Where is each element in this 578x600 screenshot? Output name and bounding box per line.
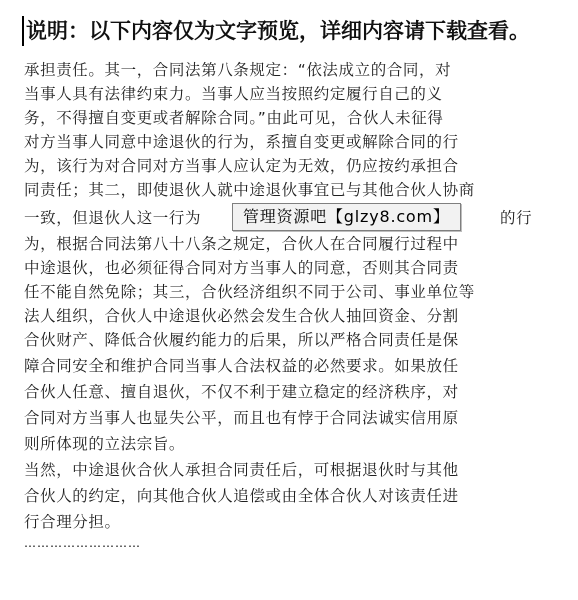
text-line: 行合理分担。	[24, 513, 121, 531]
text-line: 法人组织，合伙人中途退伙必然会发生合伙人抽回资金、分割	[24, 307, 459, 325]
text-line: 中途退伙，也必须征得合同对方当事人的同意，否则其合同责	[24, 259, 459, 277]
text-line: 合伙人的约定，向其他合伙人追偿或由全体合伙人对该责任进	[24, 487, 459, 505]
text-line: 一致，但退伙人这一行为	[24, 209, 202, 227]
text-line: 为，该行为对合同对方当事人应认定为无效，仍应按约承担合	[24, 157, 459, 175]
text-line: 障合同安全和维护合同当事人合法权益的必然要求。如果放任	[24, 357, 459, 375]
text-line: 合伙人任意、擅自退伙，不仅不利于建立稳定的经济秩序，对	[24, 383, 459, 401]
text-line-tail: 的行	[500, 209, 533, 227]
text-line: 务，不得擅自变更或者解除合同。”由此可见，合伙人未征得	[24, 109, 444, 127]
text-line: 则所体现的立法宗旨。	[24, 435, 186, 453]
text-line: 合伙财产、降低合伙履约能力的后果，所以严格合同责任是保	[24, 331, 459, 349]
text-line: 当然，中途退伙合伙人承担合同责任后，可根据退伙时与其他	[24, 461, 459, 479]
text-line: 为，根据合同法第八十八条之规定，合伙人在合同履行过程中	[24, 235, 459, 253]
text-line: 合同对方当事人也显失公平，而且也有悖于合同法诚实信用原	[24, 409, 459, 427]
text-line: 同责任；其二，即使退伙人就中途退伙事宜已与其他合伙人协商	[24, 181, 475, 199]
text-line: 对方当事人同意中途退伙的行为，系擅自变更或解除合同的行	[24, 133, 459, 151]
continuation-dots: ………………………	[24, 536, 141, 550]
watermark-banner: 管理资源吧【glzy8.com】	[232, 203, 461, 231]
text-line: 承担责任。其一，合同法第八条规定：“依法成立的合同，对	[24, 61, 452, 79]
preview-notice: 说明：以下内容仅为文字预览，详细内容请下载查看。	[22, 16, 574, 46]
text-line: 当事人具有法律约束力。当事人应当按照约定履行自己的义	[24, 85, 443, 103]
text-line: 任不能自然免除；其三，合伙经济组织不同于公司、事业单位等	[24, 283, 475, 301]
